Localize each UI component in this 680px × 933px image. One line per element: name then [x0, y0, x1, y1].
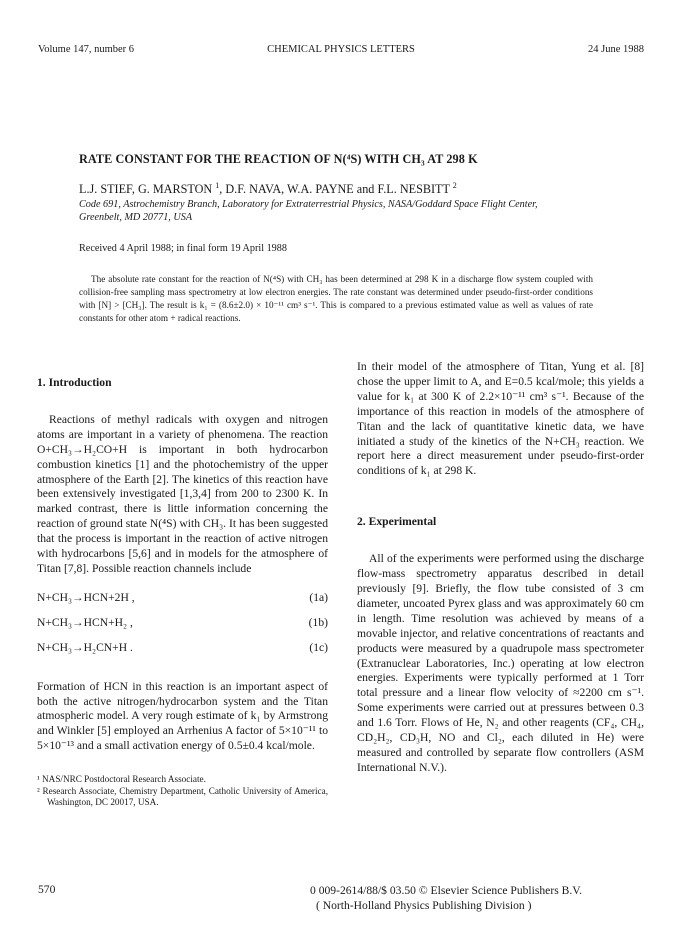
author-names-1: L.J. STIEF, G. MARSTON — [79, 182, 216, 197]
page-number: 570 — [38, 883, 56, 896]
affiliation-line-2: Greenbelt, MD 20771, USA — [79, 212, 193, 224]
body-paragraph: Formation of HCN in this reaction is an important aspect of both the active nitrogen/hydrocarbon system and the Titan atmospheric model. A very rough estimate of k₁ by Armstrong and Winkler [5] employed an Arrhenius A factor of 5×10⁻¹¹ to 5×10⁻¹³ and a small activation energy of 0.5±0.4 kcal/mole. — [37, 679, 328, 753]
running-header — [38, 44, 644, 60]
equation — [37, 616, 328, 631]
equation-label: (1b) — [308, 615, 328, 629]
abstract — [79, 273, 593, 325]
equation-expression: N+CH₃→H₂CN+H . — [37, 640, 133, 654]
journal-name: CHEMICAL PHYSICS LETTERS — [267, 44, 415, 55]
issue-date: 24 June 1988 — [588, 44, 644, 55]
author-names-2: , D.F. NAVA, W.A. PAYNE and F.L. NESBITT — [219, 182, 453, 197]
footnote-mark-1: 1 — [215, 181, 220, 190]
equation — [37, 641, 328, 656]
section-heading-introduction: 1. Introduction — [37, 376, 112, 389]
footnote: ² Research Associate, Chemistry Department, Catholic University of America, Washington, DC 20017, USA. — [37, 785, 328, 808]
article-title: RATE CONSTANT FOR THE REACTION OF N(⁴S) WITH CH₃ AT 298 K — [79, 152, 478, 166]
publisher-line-1: 0 009-2614/88/$ 03.50 © Elsevier Science Publishers B.V. — [310, 884, 583, 897]
equation-expression: N+CH₃→HCN+2H , — [37, 590, 135, 604]
equation — [37, 591, 328, 606]
abstract-text: The absolute rate constant for the reaction of N(⁴S) with CH₃ has been determined at 298 K in a discharge flow system coupled with collision-free sampling mass spectrometry at low electron energies. The rate constant was determined under pseudo-first-order conditions with [N] > [CH₃]. The result is k₁ = (8.6±2.0) × 10⁻¹¹ cm³ s⁻¹. This is compared to a previous estimated value as well as values of rate constants for other atom + radical reactions. — [79, 274, 593, 323]
body-paragraph: In their model of the atmosphere of Titan, Yung et al. [8] chose the upper limit to A, and E=0.5 kcal/mole; this yields a value for k₁ at 300 K of 2.2×10⁻¹¹ cm³ s⁻¹. Because of the importance of this reaction in models of the atmosphere of Titan and the lack of quantitative kinetic data, we have initiated a study of the kinetics of the N+CH₃ reaction. We report here a direct measurement under pseudo-first-order conditions of k₁ at 298 K. — [357, 360, 644, 478]
equation-expression: N+CH₃→HCN+H₂ , — [37, 615, 133, 629]
body-paragraph: Reactions of methyl radicals with oxygen and nitrogen atoms are important in a variety of phenomena. The reaction O+CH₃→H₂CO+H is important in both hydrocarbon combustion kinetics [1] and the photochemistry of the upper atmosphere of the Earth [2]. The kinetics of this reaction have been extensively investigated [1,3,4] from 200 to 2300 K. In marked contrast, there is little information concerning the reaction of ground state N(⁴S) with CH₃. It has been suggested that the process is important in the reaction of active nitrogen with hydrocarbons [5,6] and in models for the atmosphere of Titan [7,8]. Possible reaction channels include — [37, 412, 328, 575]
author-list — [79, 181, 457, 197]
volume-number: Volume 147, number 6 — [38, 44, 135, 55]
body-paragraph: All of the experiments were performed using the discharge flow-mass spectrometry apparatus described in detail previously [9]. Briefly, the flow tube consisted of 3 cm diameter, uncoated Pyrex glass and was approximately 60 cm in length. Time resolution was achieved by means of a movable injector, and relative concentrations of reactants and products were measured by a quadrupole mass spectrometer (Extranuclear Laboratories, Inc.) operating at low electron energies. Experiments were typically performed at 1 Torr total pressure and a linear flow velocity of ≈2200 cm s⁻¹. Some experiments were carried out at pressures between 0.3 and 1.6 Torr. Flows of He, N₂ and other reagents (CF₄, CH₄, CD₂H₂, CD₃H, NO and Cl₂, each diluted in He) were measured and controlled by separate flow controllers (ASM International N.V.). — [357, 552, 644, 774]
publisher-line-2: ( North-Holland Physics Publishing Division ) — [316, 899, 532, 912]
right-column — [357, 360, 644, 776]
left-column — [37, 376, 328, 809]
received-dates: Received 4 April 1988; in final form 19 April 1988 — [79, 243, 287, 254]
affiliation-line-1: Code 691, Astrochemistry Branch, Laboratory for Extraterrestrial Physics, NASA/Goddard Space Flight Center, — [79, 199, 538, 210]
affiliation — [79, 198, 589, 225]
equation-label: (1a) — [309, 590, 328, 604]
equation-label: (1c) — [309, 640, 328, 654]
footnote-mark-2: 2 — [452, 181, 457, 190]
footnote: ¹ NAS/NRC Postdoctoral Research Associate. — [37, 774, 206, 785]
publisher-info — [310, 883, 582, 913]
section-heading-experimental: 2. Experimental — [357, 515, 437, 529]
footnotes — [37, 774, 328, 809]
